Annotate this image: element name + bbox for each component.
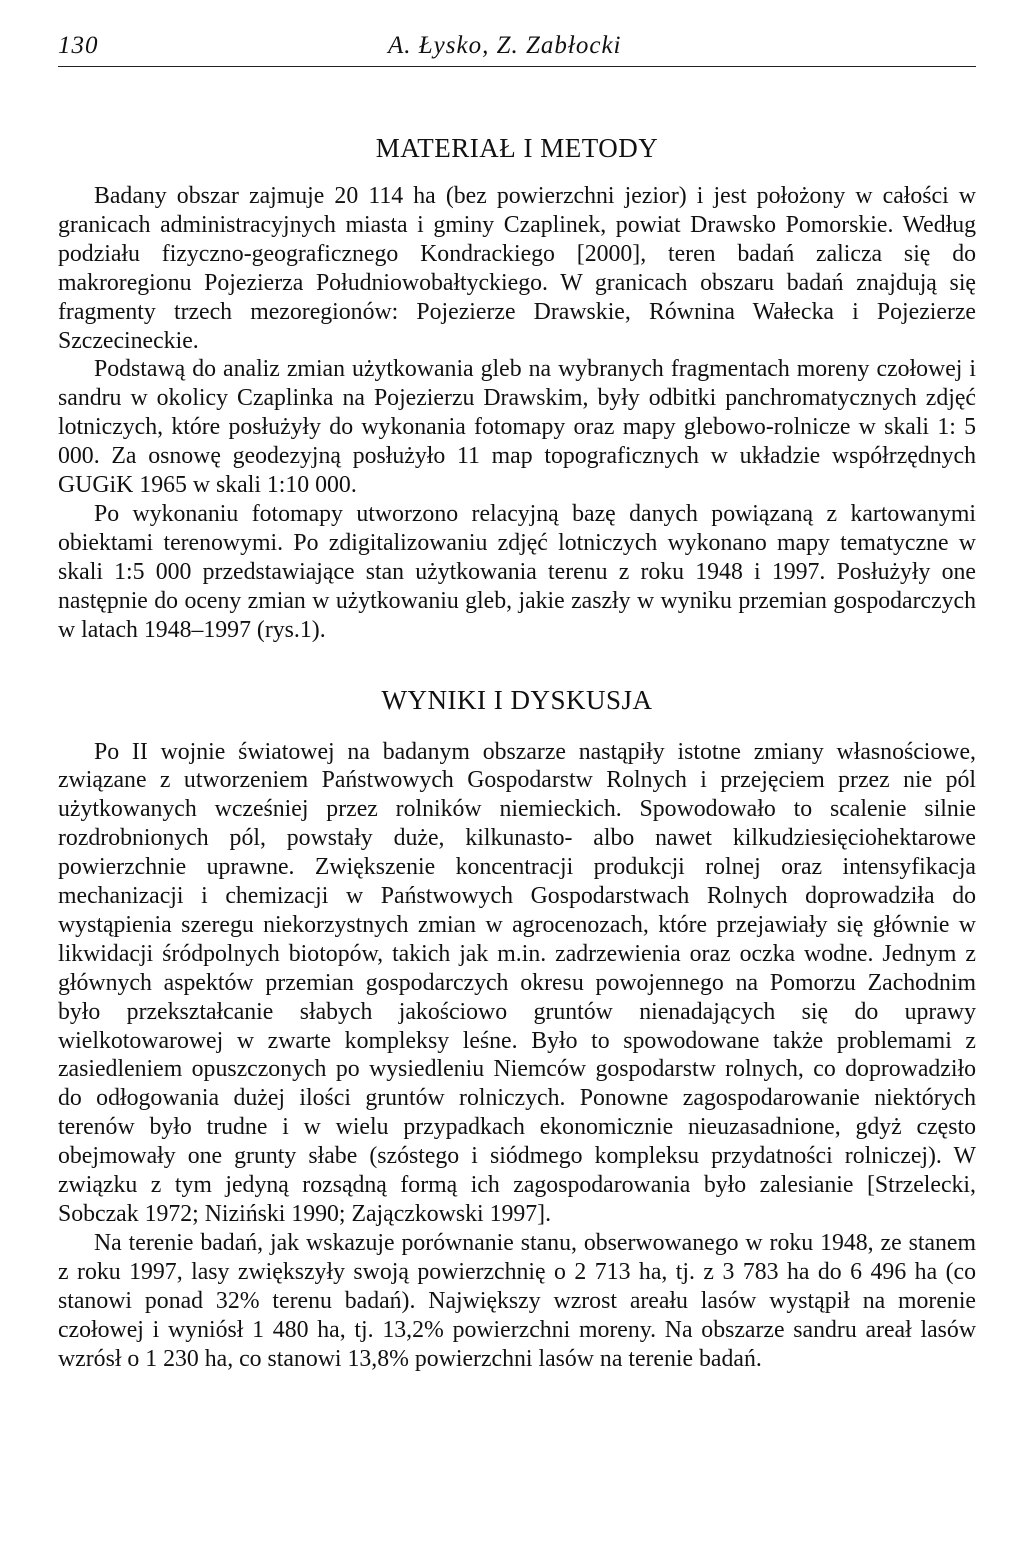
paragraph: Podstawą do analiz zmian użytkowania gleb na wybranych fragmentach moreny czołowej i sandru w okolicy Czaplinka na Pojezierzu Drawskim, były odbitki panchromatycznych zdjęć lotniczych, które posłużyły do wykonania fotomapy oraz mapy glebowo-rolnicze w skali 1: 5 000. Za osnowę geodezyjną posłużyło 11 map topograficznych w układzie współrzędnych GUGiK 1965 w skali 1:10 000. bbox=[58, 356, 976, 499]
paragraph: Po II wojnie światowej na badanym obszarze nastąpiły istotne zmiany własnościowe, związane z utworzeniem Państwowych Gospodarstw Rolnych i przejęciem przez nie pól użytkowanych wcześniej przez rolników niemieckich. Spowodowało to scalenie silnie rozdrobnionych pól, powstały duże, kilkunasto- albo nawet kilkudziesięciohektarowe powierzchnie uprawne. Zwiększenie koncentracji produkcji rolnej oraz intensyfikacja mechanizacji i chemizacji w Państwowych Gospodarstwach Rolnych doprowadziła do wystąpienia szeregu niekorzystnych zmian w agrocenozach, które przejawiały się głównie w likwidacji śródpolnych biotopów, takich jak m.in. zadrzewienia oraz oczka wodne. Jednym z głównych aspektów przemian gospodarczych okresu powojennego na Pomorzu Zachodnim było przekształcanie słabych jakościowo gruntów nienadających się do uprawy wielkotowarowej w zwarte kompleksy leśne. Było to spowodowane także problemami z zasiedleniem opuszczonych po wysiedleniu Niemców gospodarstw rolnych, co doprowadziło do odłogowania dużej ilości gruntów rolniczych. Ponowne zagospodarowanie niektórych terenów było trudne i w wielu przypadkach ekonomicznie nieuzasadnione, gdyż często obejmowały one grunty słabe (szóstego i siódmego kompleksu przydatności rolniczej). W związku z tym jedyną rozsądną formą ich zagospodarowania było zalesianie [Strzelecki, Sobczak 1972; Niziński 1990; Zajączkowski 1997]. bbox=[58, 738, 976, 1227]
section-heading-results-discussion: WYNIKI I DYSKUSJA bbox=[381, 684, 653, 715]
document-page bbox=[58, 22, 976, 1373]
section-heading-materials-methods: MATERIAŁ I METODY bbox=[375, 133, 659, 163]
paragraph: Na terenie badań, jak wskazuje porównanie stanu, obserwowanego w roku 1948, ze stanem z roku 1997, lasy zwiększyły swoją powierzchnię o 2 713 ha, tj. z 3 783 ha do 6 496 ha (co stanowi ponad 32% terenu badań). Największy wzrost areału lasów wystąpił na morenie czołowej i wyniósł 1 480 ha, tj. 13,2% powierzchni moreny. Na obszarze sandru areał lasów wzrósł o 1 230 ha, co stanowi 13,8% powierzchni lasów na terenie badań. bbox=[58, 1229, 976, 1372]
running-header bbox=[58, 22, 976, 67]
page-number: 130 bbox=[58, 32, 99, 59]
paragraph: Badany obszar zajmuje 20 114 ha (bez powierzchni jezior) i jest położony w całości w granicach administracyjnych miasta i gminy Czaplinek, powiat Drawsko Pomorskie. Według podziału fizyczno-geograficznego Kondrackiego [2000], teren badań zalicza się do makroregionu Pojezierza Południowobałtyckiego. W granicach obszaru badań znajdują się fragmenty trzech mezoregionów: Pojezierze Drawskie, Równina Wałecka i Pojezierze Szczecineckie. bbox=[58, 183, 976, 354]
paragraph: Po wykonaniu fotomapy utworzono relacyjną bazę danych powiązaną z kartowanymi obiektami terenowymi. Po zdigitalizowaniu zdjęć lotniczych wykonano mapy tematyczne w skali 1:5 000 przedstawiające stan użytkowania terenu z roku 1948 i 1997. Posłużyły one następnie do oceny zmian w użytkowaniu gleb, jakie zaszły w wyniku przemian gospodarczych w latach 1948–1997 (rys.1). bbox=[58, 500, 976, 643]
running-header-authors: A. Łysko, Z. Zabłocki bbox=[388, 32, 622, 59]
